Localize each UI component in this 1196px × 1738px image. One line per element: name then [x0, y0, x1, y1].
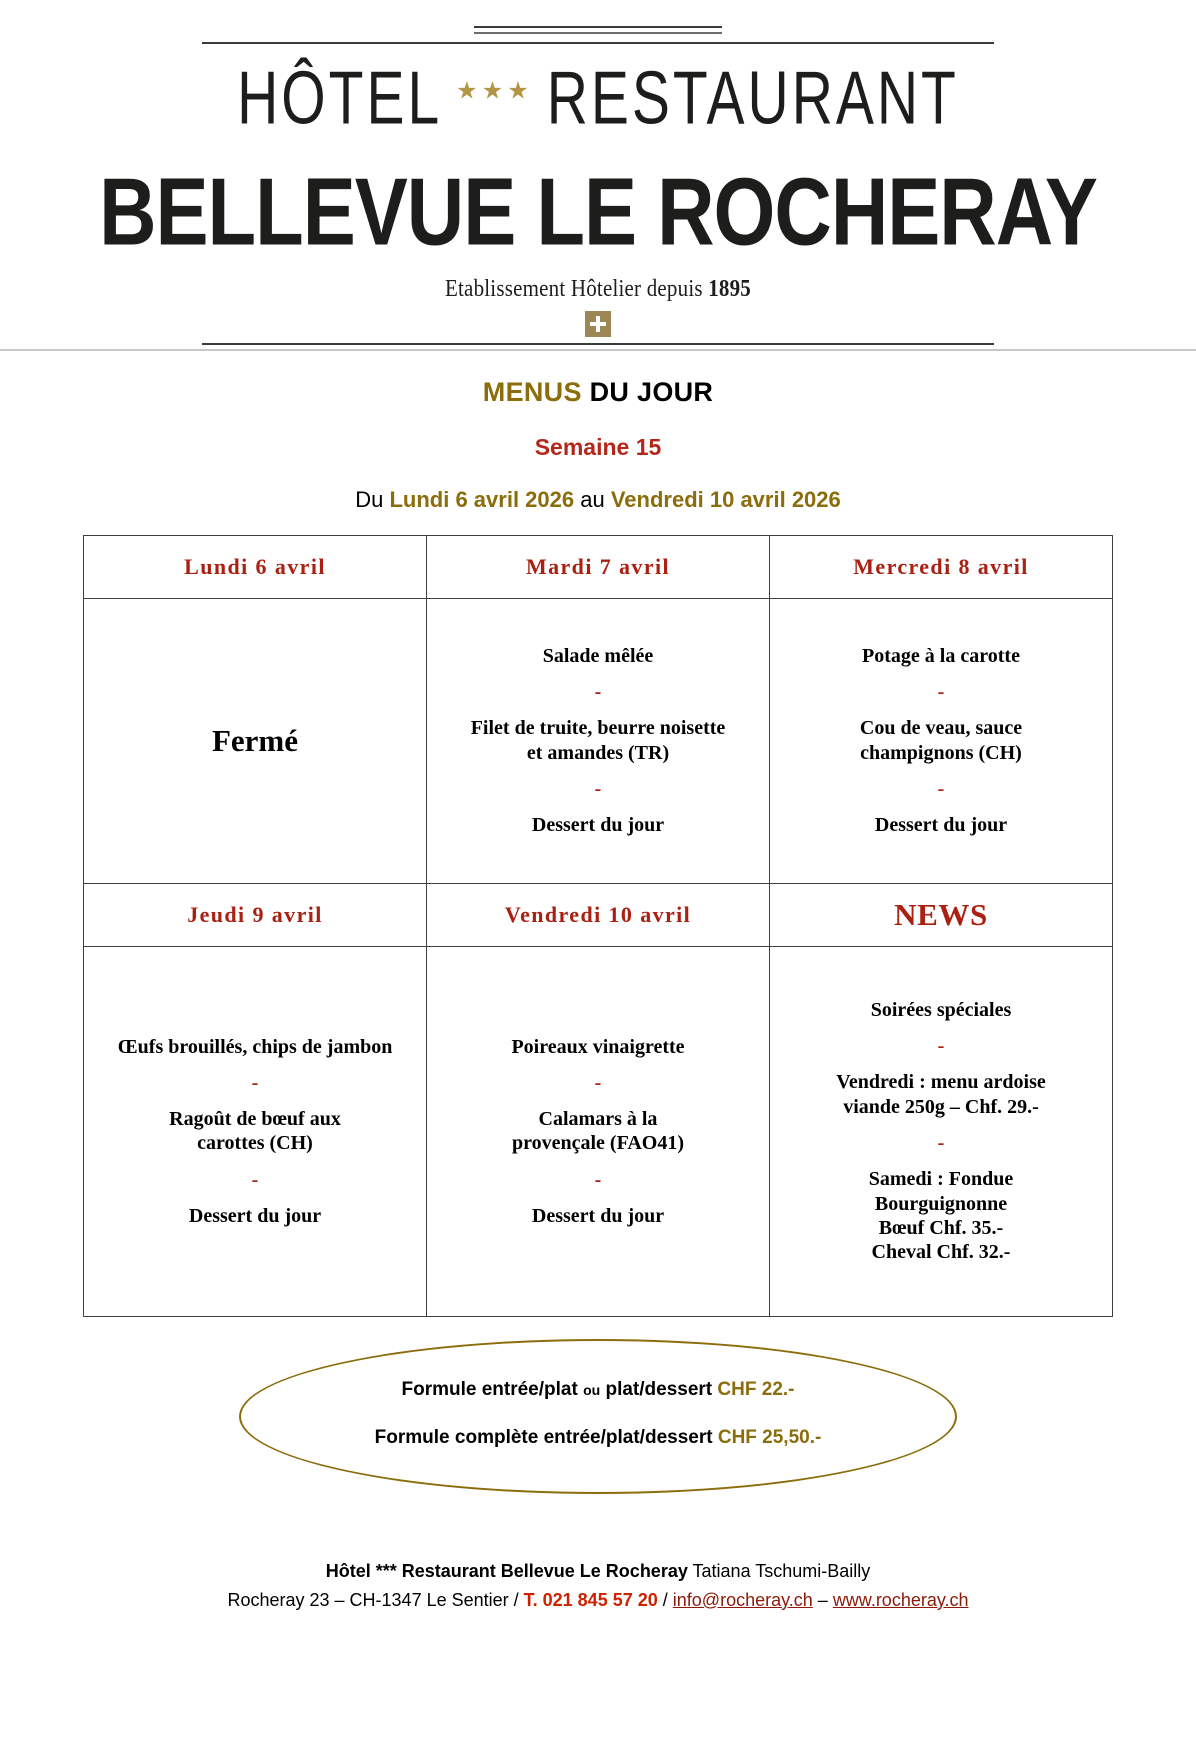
news-samedi-line4: Cheval Chf. 32.-	[871, 1241, 1011, 1264]
formules-text	[248, 1379, 948, 1449]
date-start: Lundi 6 avril 2026	[389, 486, 575, 512]
plat-item-line2: champignons (CH)	[860, 741, 1022, 764]
table-row	[84, 598, 1113, 883]
footer-phone[interactable]: T. 021 845 57 20	[523, 1589, 658, 1610]
closed-label: Fermé	[211, 722, 299, 758]
formule-1-middle: plat/dessert	[600, 1378, 718, 1400]
rule-long-bottom	[202, 343, 994, 345]
established-line	[0, 274, 1196, 303]
rule-short-dark	[474, 26, 722, 28]
day-header-mercredi: Mercredi 8 avril	[770, 535, 1113, 598]
footer-website-link[interactable]: www.rocheray.ch	[832, 1589, 969, 1610]
separator-dash: -	[937, 1035, 945, 1058]
news-samedi-line2: Bourguignonne	[874, 1192, 1008, 1215]
plat-item-line2: provençale (FAO41)	[511, 1132, 684, 1155]
swiss-flag-icon	[585, 311, 611, 337]
menu-cell-mardi	[427, 598, 770, 883]
hotel-word: HÔTEL	[237, 56, 443, 141]
plat-item-line1: Ragoût de bœuf aux	[169, 1107, 341, 1130]
footer-address: Rocheray 23 – CH-1347 Le Sentier /	[227, 1589, 524, 1610]
established-text: Etablissement Hôtelier depuis	[444, 273, 709, 302]
formule-2-price: CHF 25,50.-	[717, 1426, 822, 1448]
news-vendredi-line2: viande 250g – Chf. 29.-	[843, 1095, 1039, 1118]
menu-cell-news	[770, 946, 1113, 1316]
formule-line-2	[248, 1427, 948, 1449]
menu-cell-mercredi	[770, 598, 1113, 883]
menus-word: MENUS	[482, 376, 582, 407]
plat-item-line1: Cou de veau, sauce	[859, 717, 1023, 740]
day-header-lundi: Lundi 6 avril	[84, 535, 427, 598]
separator-dash: -	[937, 1132, 945, 1155]
date-end: Vendredi 10 avril 2026	[610, 486, 841, 512]
entree-item: Œufs brouillés, chips de jambon	[117, 1035, 393, 1058]
footer-email-link[interactable]: info@rocheray.ch	[672, 1589, 813, 1610]
dessert-item: Dessert du jour	[531, 1204, 665, 1227]
week-label: Semaine 15	[534, 433, 662, 460]
rule-short-grey	[474, 32, 722, 34]
menu-cell-lundi	[84, 598, 427, 883]
three-stars-icon: ★★★	[456, 77, 533, 105]
hotel-restaurant-line	[0, 56, 1196, 141]
table-row	[84, 883, 1113, 946]
entree-item: Salade mêlée	[542, 645, 654, 668]
footer-business-name: Hôtel *** Restaurant Bellevue Le Rocheray	[325, 1560, 688, 1581]
formule-1-ou: ou	[583, 1381, 601, 1398]
letterhead	[0, 0, 1196, 355]
separator-dash: -	[937, 681, 945, 704]
day-header-mardi: Mardi 7 avril	[427, 535, 770, 598]
rule-full-width	[0, 349, 1196, 351]
news-samedi-line3: Bœuf Chf. 35.-	[878, 1216, 1004, 1239]
footer-line-1	[0, 1557, 1196, 1586]
formule-1-price: CHF 22.-	[717, 1378, 795, 1400]
date-range	[0, 487, 1196, 513]
footer-line-2	[0, 1586, 1196, 1615]
established-year: 1895	[708, 273, 751, 302]
rule-long-top	[202, 42, 994, 44]
menu-table	[83, 535, 1113, 1317]
dessert-item: Dessert du jour	[874, 814, 1008, 837]
bottom-rules	[0, 343, 1196, 355]
menu-cell-jeudi	[84, 946, 427, 1316]
day-header-vendredi: Vendredi 10 avril	[427, 883, 770, 946]
footer-sep-2: –	[812, 1589, 833, 1610]
news-title: Soirées spéciales	[870, 998, 1012, 1021]
restaurant-word: RESTAURANT	[546, 56, 959, 141]
separator-dash: -	[251, 1168, 259, 1191]
table-row	[84, 946, 1113, 1316]
footer-owner-name: Tatiana Tschumi-Bailly	[687, 1560, 871, 1581]
entree-item: Potage à la carotte	[862, 645, 1020, 668]
news-header: NEWS	[770, 883, 1113, 946]
date-prefix: Du	[355, 486, 390, 512]
news-vendredi-line1: Vendredi : menu ardoise	[836, 1071, 1046, 1094]
separator-dash: -	[594, 681, 602, 704]
news-samedi-line1: Samedi : Fondue	[868, 1168, 1014, 1191]
separator-dash: -	[594, 1071, 602, 1094]
date-middle: au	[574, 486, 611, 512]
brand-name: BELLEVUE LE ROCHERAY	[99, 157, 1097, 266]
entree-item: Poireaux vinaigrette	[511, 1035, 685, 1058]
dessert-item: Dessert du jour	[531, 814, 665, 837]
footer-sep-1: /	[657, 1589, 673, 1610]
plat-item-line2: carottes (CH)	[197, 1132, 313, 1155]
plat-item-line1: Calamars à la	[538, 1107, 658, 1130]
top-rules	[83, 24, 1113, 46]
formule-line-1	[248, 1379, 948, 1401]
menu-cell-vendredi	[427, 946, 770, 1316]
plat-item-line1: Filet de truite, beurre noisette	[470, 717, 726, 740]
page-title	[0, 377, 1196, 408]
day-header-jeudi: Jeudi 9 avril	[84, 883, 427, 946]
footer	[0, 1557, 1196, 1615]
formule-1-prefix: Formule entrée/plat	[401, 1378, 584, 1400]
table-row	[84, 535, 1113, 598]
plat-item-line2: et amandes (TR)	[526, 741, 670, 764]
formules-section	[83, 1339, 1113, 1499]
dessert-item: Dessert du jour	[188, 1204, 322, 1227]
separator-dash: -	[251, 1071, 259, 1094]
separator-dash: -	[594, 1168, 602, 1191]
formule-2-prefix: Formule complète entrée/plat/dessert	[374, 1426, 718, 1448]
separator-dash: -	[594, 778, 602, 801]
du-jour-word: DU JOUR	[581, 376, 714, 407]
separator-dash: -	[937, 778, 945, 801]
